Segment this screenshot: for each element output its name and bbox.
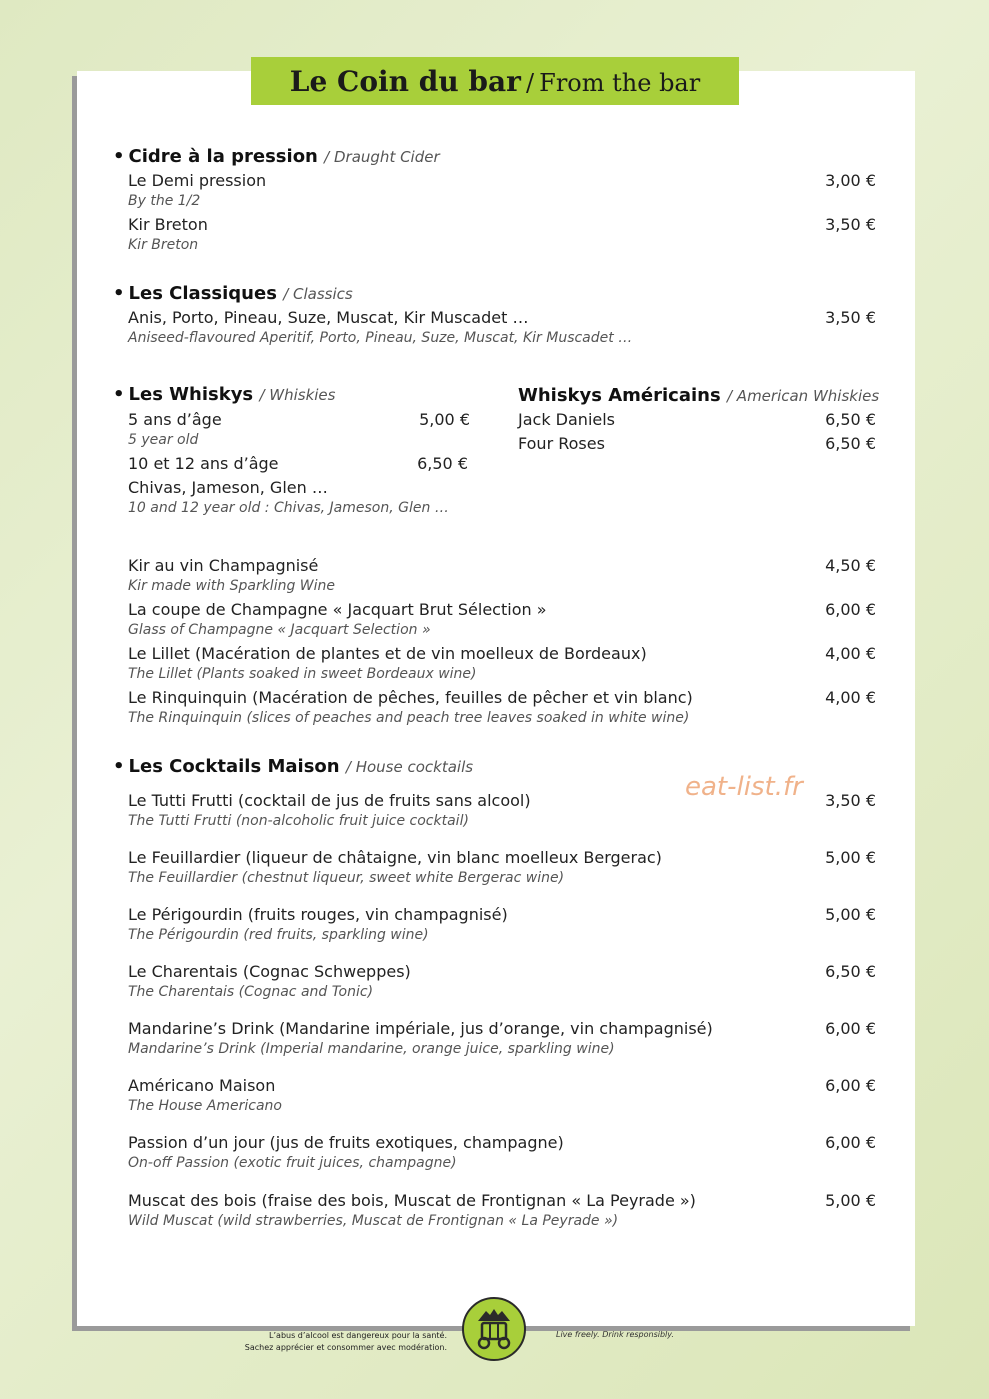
item-name: Passion d’un jour (jus de fruits exotiques, champagne) xyxy=(128,1133,564,1152)
item-translation: 5 year old xyxy=(128,432,199,448)
title-french: Le Coin du bar xyxy=(289,65,521,98)
item-translation: The Rinquinquin (slices of peaches and peach tree leaves soaked in white wine) xyxy=(128,710,690,726)
section-title-en: / American Whiskies xyxy=(726,387,880,405)
item-translation: The Charentais (Cognac and Tonic) xyxy=(128,984,374,1000)
item-price: 6,50 € xyxy=(417,454,468,473)
section-classiques-heading xyxy=(113,283,353,304)
item-price: 6,00 € xyxy=(825,1133,876,1152)
item-translation: Wild Muscat (wild strawberries, Muscat de Frontignan « La Peyrade ») xyxy=(128,1213,619,1229)
item-translation: Aniseed-flavoured Aperitif, Porto, Pineau, Suze, Muscat, Kir Muscadet … xyxy=(128,330,633,346)
item-price: 4,00 € xyxy=(825,644,876,663)
item-price: 5,00 € xyxy=(825,905,876,924)
item-name-detail: Chivas, Jameson, Glen … xyxy=(128,478,328,497)
footer-slogan: Live freely. Drink responsibly. xyxy=(556,1330,674,1339)
item-name: Américano Maison xyxy=(128,1076,276,1095)
section-cocktails-heading xyxy=(113,756,473,777)
logo-icon xyxy=(462,1297,526,1361)
item-price: 6,00 € xyxy=(825,1019,876,1038)
item-name: Mandarine’s Drink (Mandarine impériale, jus d’orange, vin champagnisé) xyxy=(128,1019,713,1038)
section-whiskys-heading xyxy=(113,384,335,405)
item-translation: The Périgourdin (red fruits, sparkling wine) xyxy=(128,927,429,943)
section-title: Les Whiskys xyxy=(128,384,254,405)
item-translation: 10 and 12 year old : Chivas, Jameson, Glen … xyxy=(128,500,449,516)
item-translation: Glass of Champagne « Jacquart Selection » xyxy=(128,622,431,638)
item-translation: Kir made with Sparkling Wine xyxy=(128,578,336,594)
item-price: 5,00 € xyxy=(825,1191,876,1210)
carriage-icon xyxy=(464,1299,524,1359)
item-name: Four Roses xyxy=(518,434,605,453)
watermark: eat-list.fr xyxy=(685,772,803,802)
item-translation: Kir Breton xyxy=(128,237,199,253)
section-title-en: / Draught Cider xyxy=(324,148,440,166)
page-title xyxy=(251,57,739,105)
item-price: 4,00 € xyxy=(825,688,876,707)
item-name: Le Charentais (Cognac Schweppes) xyxy=(128,962,411,981)
section-title: Les Cocktails Maison xyxy=(128,756,340,777)
title-separator: / xyxy=(525,69,535,97)
bullet: • xyxy=(113,756,125,777)
item-name: 10 et 12 ans d’âge xyxy=(128,454,279,473)
item-name: Muscat des bois (fraise des bois, Muscat de Frontignan « La Peyrade ») xyxy=(128,1191,696,1210)
section-title-en: / Classics xyxy=(283,285,353,303)
section-title-en: / House cocktails xyxy=(345,758,474,776)
section-americains-heading xyxy=(518,385,879,406)
item-name: Anis, Porto, Pineau, Suze, Muscat, Kir Muscadet … xyxy=(128,308,529,327)
item-translation: On-off Passion (exotic fruit juices, champagne) xyxy=(128,1155,457,1171)
bullet: • xyxy=(113,384,125,405)
item-name: 5 ans d’âge xyxy=(128,410,222,429)
footer-line-1: L’abus d’alcool est dangereux pour la santé. xyxy=(269,1331,447,1340)
item-translation: The Tutti Frutti (non-alcoholic fruit juice cocktail) xyxy=(128,813,469,829)
item-price: 5,00 € xyxy=(419,410,470,429)
item-price: 6,50 € xyxy=(825,410,876,429)
item-translation: The House Americano xyxy=(128,1098,282,1114)
item-price: 4,50 € xyxy=(825,556,876,575)
bullet: • xyxy=(113,283,125,304)
item-name: Le Périgourdin (fruits rouges, vin champagnisé) xyxy=(128,905,508,924)
item-name: Le Demi pression xyxy=(128,171,267,190)
item-name: Le Lillet (Macération de plantes et de vin moelleux de Bordeaux) xyxy=(128,644,647,663)
item-name: Jack Daniels xyxy=(518,410,616,429)
section-title: Whiskys Américains xyxy=(518,385,721,406)
bullet: • xyxy=(113,146,125,167)
item-translation: Mandarine’s Drink (Imperial mandarine, orange juice, sparkling wine) xyxy=(128,1041,615,1057)
section-title-en: / Whiskies xyxy=(259,386,336,404)
item-price: 6,00 € xyxy=(825,1076,876,1095)
item-name: Le Tutti Frutti (cocktail de jus de fruits sans alcool) xyxy=(128,791,531,810)
item-name: Le Rinquinquin (Macération de pêches, feuilles de pêcher et vin blanc) xyxy=(128,688,693,707)
title-english: From the bar xyxy=(539,69,701,97)
item-price: 3,00 € xyxy=(825,171,876,190)
footer-line-2: Sachez apprécier et consommer avec modération. xyxy=(244,1343,447,1352)
item-name: Le Feuillardier (liqueur de châtaigne, vin blanc moelleux Bergerac) xyxy=(128,848,662,867)
item-price: 5,00 € xyxy=(825,848,876,867)
section-cidre-heading xyxy=(113,146,440,167)
item-translation: The Lillet (Plants soaked in sweet Bordeaux wine) xyxy=(128,666,477,682)
section-title: Cidre à la pression xyxy=(128,146,318,167)
item-name: La coupe de Champagne « Jacquart Brut Sélection » xyxy=(128,600,547,619)
item-price: 3,50 € xyxy=(825,791,876,810)
item-price: 6,00 € xyxy=(825,600,876,619)
item-price: 3,50 € xyxy=(825,215,876,234)
section-title: Les Classiques xyxy=(128,283,277,304)
item-translation: By the 1/2 xyxy=(128,193,201,209)
item-name: Kir Breton xyxy=(128,215,208,234)
item-price: 6,50 € xyxy=(825,434,876,453)
item-translation: The Feuillardier (chestnut liqueur, sweet white Bergerac wine) xyxy=(128,870,565,886)
footer-warning xyxy=(200,1330,447,1354)
item-price: 3,50 € xyxy=(825,308,876,327)
item-name: Kir au vin Champagnisé xyxy=(128,556,319,575)
item-price: 6,50 € xyxy=(825,962,876,981)
